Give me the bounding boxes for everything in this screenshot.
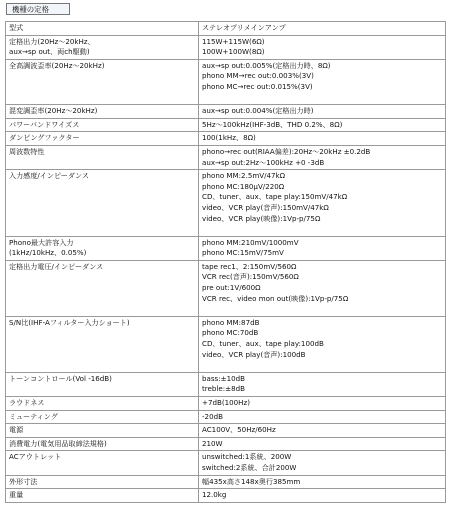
spec-value-cell [199, 236, 446, 260]
spec-label: Phono最大許容入力 [9, 237, 74, 247]
spec-value: 12.0kg [202, 490, 227, 500]
spec-value: aux→sp out:0.005%(定格出力時、8Ω) [202, 60, 331, 70]
spec-label: 周波数特性 [9, 146, 45, 156]
spec-label-cell [6, 316, 199, 372]
spec-value-cell [199, 397, 446, 411]
spec-label: ミューティング [9, 411, 58, 421]
spec-label-cell [6, 397, 199, 411]
spec-value-cell [199, 316, 446, 372]
spec-value-cell [199, 424, 446, 438]
spec-value-cell [199, 22, 446, 36]
spec-value-cell [199, 475, 446, 489]
spec-value: CD、tuner、aux、tape play:100dB [202, 339, 324, 349]
spec-label-cell [6, 475, 199, 489]
spec-row [6, 475, 446, 489]
spec-label: 入力感度/インピーダンス [9, 171, 89, 181]
spec-row [6, 59, 446, 104]
spec-row [6, 132, 446, 146]
spec-value: ステレオプリメインアンプ [202, 23, 286, 32]
spec-label: 電源 [9, 425, 24, 435]
spec-label-cell [6, 410, 199, 424]
spec-label: 型式 [9, 23, 24, 32]
spec-value: video、VCR play(音声):150mV/47kΩ [202, 202, 329, 212]
spec-value: phono MM:2.5mV/47kΩ [202, 171, 286, 181]
spec-row [6, 397, 446, 411]
spec-value: phono MC:15mV/75mV [202, 248, 284, 258]
spec-label-cell [6, 59, 199, 104]
spec-value: VCR rec、video mon out(映像):1Vp-p/75Ω [202, 293, 349, 303]
spec-value: video、VCR play(音声):100dB [202, 349, 306, 359]
spec-label: パワーバンドワイズス [9, 119, 80, 129]
spec-label: 消費電力(電気用品取締法規格) [9, 438, 107, 448]
spec-label-cell [6, 132, 199, 146]
spec-label: S/N比(IHF-Aフィルター入力ショート) [9, 317, 130, 327]
spec-row [6, 424, 446, 438]
spec-label-cell [6, 105, 199, 119]
spec-label: 混変調歪率(20Hz～20kHz) [9, 106, 98, 116]
spec-value: phono MC:70dB [202, 328, 259, 338]
spec-label: ラウドネス [9, 398, 45, 407]
spec-value: aux→sp out:2Hz～100kHz +0 -3dB [202, 157, 325, 167]
section-title: 機種の定格 [6, 3, 70, 15]
spec-value: 5Hz～100kHz(IHF-3dB、THD 0.2%、8Ω) [202, 119, 343, 129]
spec-label-cell [6, 118, 199, 132]
spec-label: 定格出力電圧/インピーダンス [9, 261, 104, 271]
spec-row [6, 105, 446, 119]
spec-value: treble:±8dB [202, 384, 245, 394]
spec-row [6, 236, 446, 260]
spec-value [202, 304, 442, 315]
spec-row [6, 489, 446, 503]
spec-label-cell [6, 35, 199, 59]
spec-value: video、VCR play(映像):1Vp-p/75Ω [202, 213, 321, 223]
spec-label: 全高調波歪率(20Hz～20kHz) [9, 60, 105, 70]
spec-value: +7dB(100Hz) [202, 398, 250, 407]
spec-value: AC100V、50Hz/60Hz [202, 425, 276, 435]
spec-row [6, 410, 446, 424]
spec-label: 外形寸法 [9, 476, 38, 486]
spec-row [6, 35, 446, 59]
spec-value: aux→sp out:0.004%(定格出力時) [202, 106, 314, 116]
spec-value: -20dB [202, 411, 223, 421]
spec-value: 幅435x高さ148x奥行385mm [202, 476, 301, 486]
spec-value: 115W+115W(6Ω) [202, 36, 265, 46]
spec-value: bass:±10dB [202, 373, 245, 383]
spec-label-cell [6, 170, 199, 237]
spec-value: phono MC:180μV/220Ω [202, 181, 285, 191]
spec-value: phono MM:210mV/1000mV [202, 237, 299, 247]
spec-value [202, 93, 442, 104]
spec-value: phono→rec out(RIAA偏差):20Hz～20kHz ±0.2dB [202, 146, 371, 156]
spec-value: phono MM:87dB [202, 317, 260, 327]
spec-value: unswitched:1系統、200W [202, 452, 292, 462]
spec-row [6, 451, 446, 475]
spec-value: 210W [202, 438, 223, 448]
spec-value-cell [199, 118, 446, 132]
spec-value-cell [199, 132, 446, 146]
spec-row [6, 372, 446, 396]
spec-label-cell [6, 451, 199, 475]
spec-value-cell [199, 410, 446, 424]
spec-value-cell [199, 372, 446, 396]
spec-value: phono MM→rec out:0.003%(3V) [202, 71, 314, 81]
spec-label: 定格出力(20Hz～20kHz、 [9, 36, 95, 46]
spec-value: phono MC→rec out:0.015%(3V) [202, 81, 313, 91]
spec-value-cell [199, 437, 446, 451]
spec-table-body [6, 22, 446, 503]
spec-value [202, 360, 442, 371]
spec-label: aux→sp out、両ch駆動) [9, 47, 90, 57]
spec-row [6, 22, 446, 36]
spec-row [6, 118, 446, 132]
spec-label-cell [6, 489, 199, 503]
spec-row [6, 170, 446, 237]
spec-row [6, 437, 446, 451]
spec-label-cell [6, 145, 199, 169]
spec-value: 100(1kHz、8Ω) [202, 133, 256, 143]
spec-value-cell [199, 145, 446, 169]
spec-row [6, 145, 446, 169]
spec-value-cell [199, 451, 446, 475]
spec-label-cell [6, 424, 199, 438]
spec-label: トーンコントロール(Vol -16dB) [9, 373, 112, 383]
spec-label-cell [6, 22, 199, 36]
spec-value-cell [199, 489, 446, 503]
spec-row [6, 316, 446, 372]
spec-value: VCR rec(音声):150mV/560Ω [202, 272, 299, 282]
spec-table [5, 21, 446, 503]
spec-row [6, 260, 446, 316]
spec-value: tape rec1、2:150mV/560Ω [202, 261, 297, 271]
spec-value: switched:2系統、合計200W [202, 462, 297, 472]
spec-value: pre out:1V/600Ω [202, 283, 261, 293]
spec-value-cell [199, 105, 446, 119]
spec-value-cell [199, 170, 446, 237]
spec-label-cell [6, 372, 199, 396]
spec-label: ダンピングファクター [9, 133, 80, 143]
spec-value-cell [199, 260, 446, 316]
spec-value [202, 224, 442, 235]
spec-value: 100W+100W(8Ω) [202, 47, 265, 57]
spec-label: (1kHz/10kHz、0.05%) [9, 248, 87, 258]
spec-label-cell [6, 437, 199, 451]
spec-label: 重量 [9, 490, 24, 500]
spec-label: ACアウトレット [9, 452, 62, 462]
spec-value-cell [199, 59, 446, 104]
spec-label-cell [6, 260, 199, 316]
spec-value: CD、tuner、aux、tape play:150mV/47kΩ [202, 192, 348, 202]
spec-value-cell [199, 35, 446, 59]
spec-label-cell [6, 236, 199, 260]
